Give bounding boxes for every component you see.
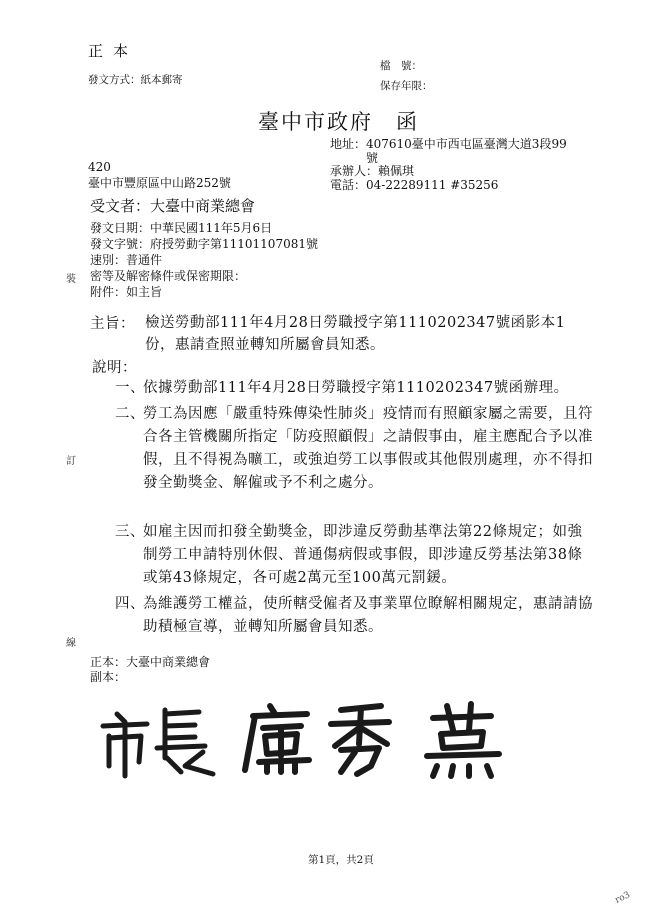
- copies-block: [90, 655, 210, 685]
- secrecy-level: 密等及解密條件或保密期限：: [90, 269, 247, 283]
- note-text: 為維護勞工權益，使所轄受僱者及事業單位瞭解相關規定，惠請請協助積極宣導，並轉知所屬會員知悉。: [143, 596, 593, 635]
- phone: 電話：04-22289111 #35256: [330, 177, 499, 192]
- attachment: 附件：如主旨: [90, 285, 163, 299]
- subject-text: 檢送勞動部111年4月28日勞職授字第1110202347號函影本1份，惠請查照並轉知所屬會員知悉。: [145, 315, 566, 353]
- notes-label: 說明：: [92, 360, 137, 376]
- recipient-address: 臺中市豐原區中山路252號: [88, 176, 231, 190]
- note-text: 如雇主因而扣發全勤獎金，即涉違反勞動基準法第22條規定；如強制勞工申請特別休假、普通傷病假或事假，即涉違反勞基法第38條或第43條規定，各可處2萬元至100萬元罰鍰。: [143, 524, 583, 586]
- subject-label: 主旨：: [90, 316, 135, 332]
- send-method: 發文方式：紙本郵寄: [88, 74, 183, 86]
- contact-block: [330, 138, 567, 192]
- note-item-2: [115, 403, 595, 495]
- note-text: 依據勞動部111年4月28日勞職授字第1110202347號函辦理。: [143, 380, 569, 396]
- binding-mark-3: 線: [66, 638, 76, 649]
- recipient-zip: 420: [88, 160, 111, 174]
- mayor-signature: [95, 700, 535, 780]
- retention-period-label: 保存年限：: [380, 80, 433, 92]
- note-item-3: [115, 521, 595, 590]
- binding-mark-1: 裝: [66, 274, 76, 285]
- document-title: 臺中市政府 函: [258, 110, 419, 134]
- handler: 承辦人：賴佩琪: [330, 164, 415, 178]
- note-item-4: [115, 593, 595, 639]
- binding-mark-2: 訂: [66, 456, 76, 467]
- delivery-speed: 速別：普通件: [90, 253, 163, 267]
- address-line-1: 地址：407610臺中市西屯區臺灣大道3段99: [330, 137, 567, 151]
- document-number: 發文字號：府授勞動字第11101107081號: [90, 237, 318, 251]
- note-number: 四、: [115, 596, 145, 612]
- note-number: 三、: [115, 524, 145, 540]
- duplicate-copy: 副本：: [90, 670, 127, 684]
- note-text: 勞工為因應「嚴重特殊傳染性肺炎」疫情而有照顧家屬之需要，且符合各主管機關所指定「防疫照顧假」之請假事由，雇主應配合予以准假，且不得視為曠工，或強迫勞工以事假或其他假別處理，亦不得扣發全勤獎金、解僱或予不利之處分。: [143, 406, 593, 491]
- original-copy: 正本：大臺中商業總會: [90, 655, 211, 669]
- issue-date: 發文日期：中華民國111年5月6日: [90, 221, 273, 235]
- note-number: 一、: [115, 380, 145, 396]
- note-item-1: [115, 377, 595, 400]
- page-number: 第1頁，共2頁: [308, 854, 374, 866]
- file-number-label: 檔 號：: [380, 60, 422, 72]
- copy-mark: 正本: [88, 42, 139, 60]
- recipient: 受文者：大臺中商業總會: [90, 197, 256, 215]
- meta-block: [90, 220, 318, 300]
- handwritten-mark: ro3: [613, 890, 632, 906]
- address-line-2: 號: [330, 150, 379, 165]
- note-number: 二、: [115, 406, 145, 422]
